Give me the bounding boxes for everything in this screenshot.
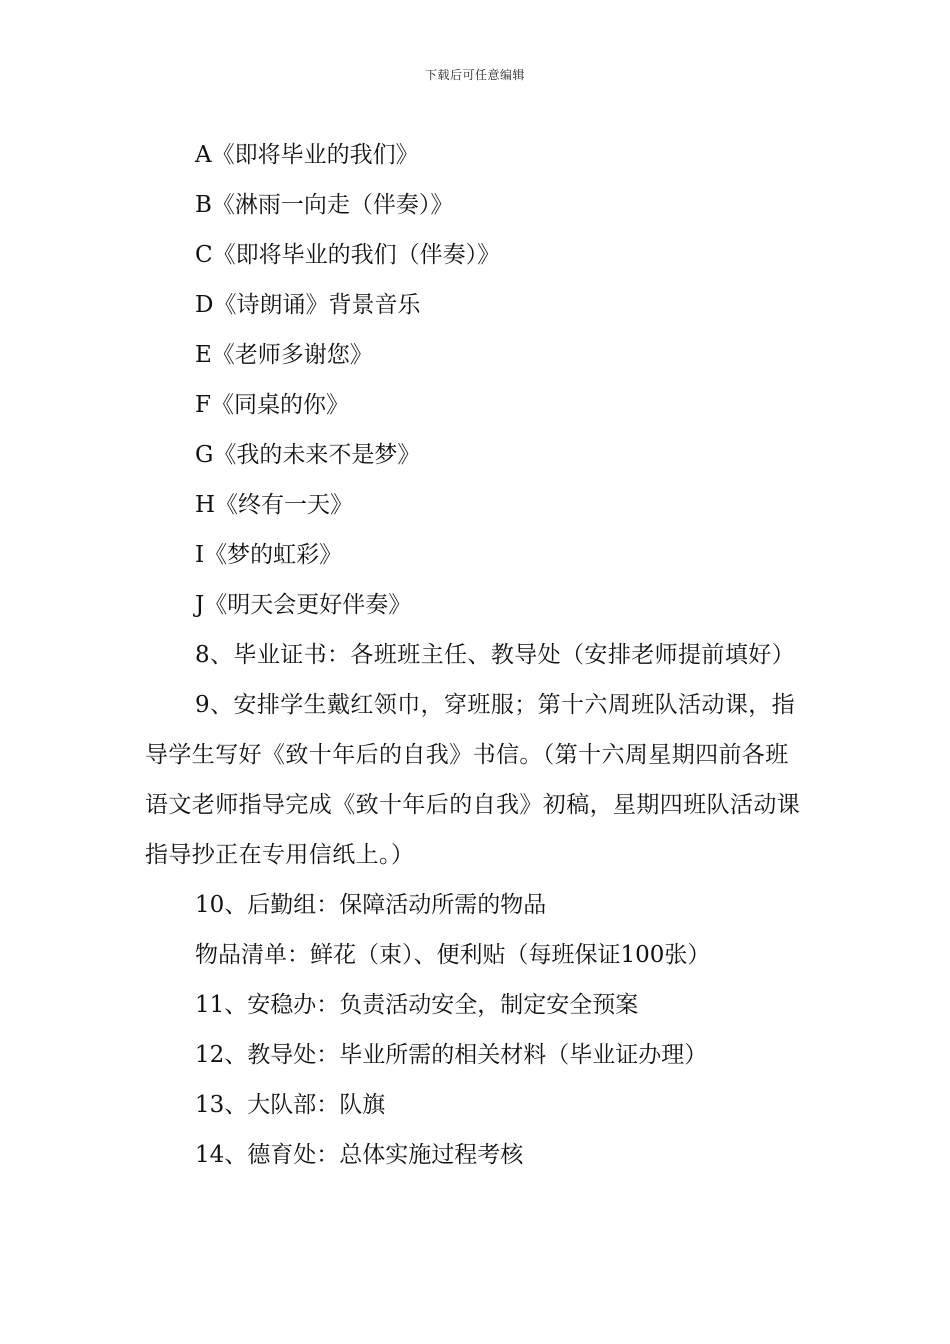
item-10-logistics: 10、后勤组：保障活动所需的物品: [195, 892, 547, 918]
song-item-h: H《终有一天》: [195, 492, 354, 518]
page-header-note: 下载后可任意编辑: [424, 68, 525, 82]
item-8-certificate: 8、毕业证书：各班班主任、教导处（安排老师提前填好）: [195, 642, 796, 668]
song-item-e: E《老师多谢您》: [195, 342, 373, 368]
item-14-assessment: 14、德育处：总体实施过程考核: [195, 1142, 524, 1168]
item-9-letters: 9、安排学生戴红领巾，穿班服；第十六周班队活动课，指导学生写好《致十年后的自我》书信。（第十六周星期四前各班语文老师指导完成《致十年后的自我》初稿，星期四班队活动课指导抄正在专用信纸上。）: [145, 692, 801, 868]
song-item-f: F《同桌的你》: [195, 392, 349, 418]
song-item-c: C《即将毕业的我们（伴奏）》: [195, 242, 501, 268]
item-12-materials: 12、教导处：毕业所需的相关材料（毕业证办理）: [195, 1042, 708, 1068]
item-13-flag: 13、大队部：队旗: [195, 1092, 386, 1118]
song-item-b: B《淋雨一向走（伴奏）》: [195, 192, 454, 218]
song-item-j: J《明天会更好伴奏》: [195, 592, 412, 618]
song-item-g: G《我的未来不是梦》: [195, 442, 421, 468]
document-body: [145, 130, 810, 1180]
item-11-safety: 11、安稳办：负责活动安全，制定安全预案: [195, 992, 639, 1018]
song-item-d: D《诗朗诵》背景音乐: [195, 292, 421, 318]
item-10-supply-list: 物品清单：鲜花（束）、便利贴（每班保证100张）: [195, 942, 711, 968]
song-item-a: A《即将毕业的我们》: [195, 142, 419, 168]
song-item-i: I《梦的虹彩》: [195, 542, 343, 568]
